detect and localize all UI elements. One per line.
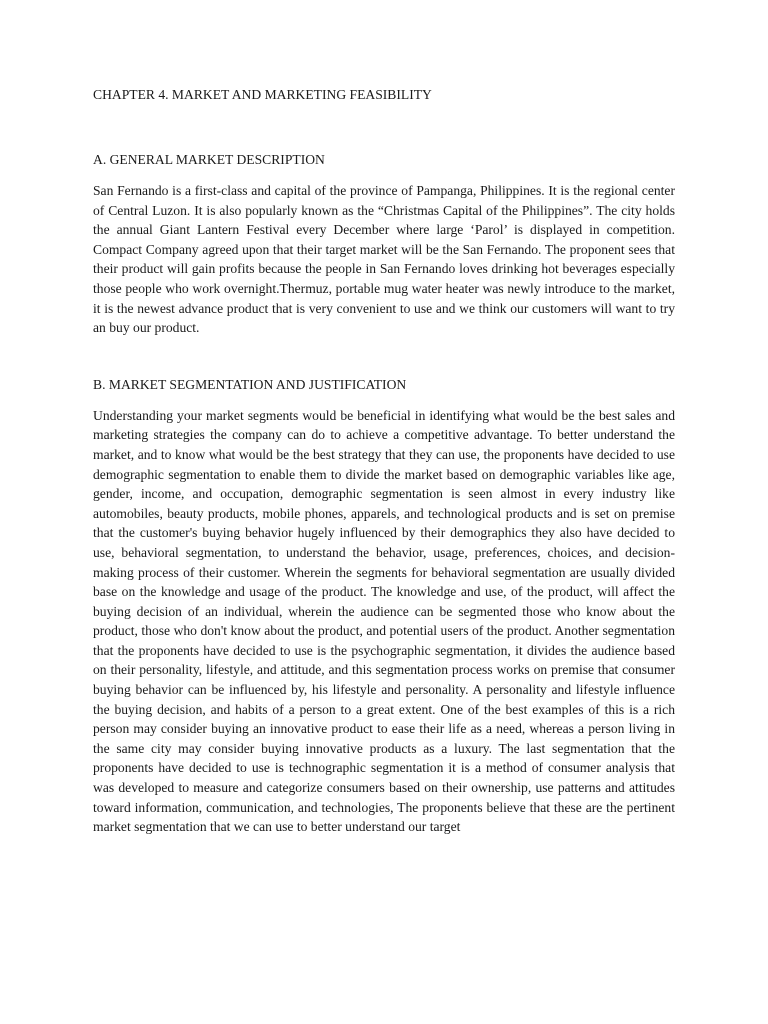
section-b-paragraph: Understanding your market segments would be beneficial in identifying what would be the best sales and marketing strategies the company can do to achieve a competitive advantage. To better understand the market, and to know what would be the best strategy that they can use, the proponents have decided to use demographic segmentation to enable them to divide the market based on demographic variables like age, gender, income, and occupation, demographic segmentation is seen almost in every industry like automobiles, beauty products, mobile phones, apparels, and technological products and is set on premise that the customer's buying behavior hugely influenced by their demographics they also have decided to use, behavioral segmentation, to understand the behavior, usage, preferences, choices, and decision-making process of their customer. Wherein the segments for behavioral segmentation are usually divided base on the knowledge and usage of the product. The knowledge and use, of the product, will affect the buying decision of an individual, wherein the audience can be segmented those who know about the product, those who don't know about the product, and potential users of the product. Another segmentation that the proponents have decided to use is the psychographic segmentation, it divides the audience based on their personality, lifestyle, and attitude, and this segmentation process works on premise that consumer buying behavior can be influenced by, his lifestyle and personality. A personality and lifestyle influence the buying decision, and habits of a person to a great extent. One of the best examples of this is a rich person may consider buying an innovative product to ease their life as a need, whereas a person living in the same city may consider buying innovative products as a luxury. The last segmentation that the proponents have decided to use is technographic segmentation it is a method of consumer analysis that was developed to measure and categorize consumers based on their ownership, use patterns and attitudes toward information, communication, and technologies, The proponents believe that these are the pertinent market segmentation that we can use to better understand our target xyxy=(93,407,675,835)
section-a-paragraph: San Fernando is a first-class and capital of the province of Pampanga, Philippines. It is the regional center of Central Luzon. It is also popularly known as the “Christmas Capital of the Philippines”. The city holds the annual Giant Lantern Festival every December where large ‘Parol’ is displayed in competition. Compact Company agreed upon that their target market will be the San Fernando. The proponent sees that their product will gain profits because the people in San Fernando loves drinking hot beverages especially those people who work overnight.Thermuz, portable mug water heater was newly introduce to the market, it is the newest advance product that is very convenient to use and we think our customers will want to try an buy our product. xyxy=(93,183,675,336)
chapter-title: CHAPTER 4. MARKET AND MARKETING FEASIBILITY xyxy=(93,87,432,102)
section-b-heading: B. MARKET SEGMENTATION AND JUSTIFICATION xyxy=(93,376,407,392)
section-a-heading: A. GENERAL MARKET DESCRIPTION xyxy=(93,152,325,167)
document-content xyxy=(93,85,675,837)
